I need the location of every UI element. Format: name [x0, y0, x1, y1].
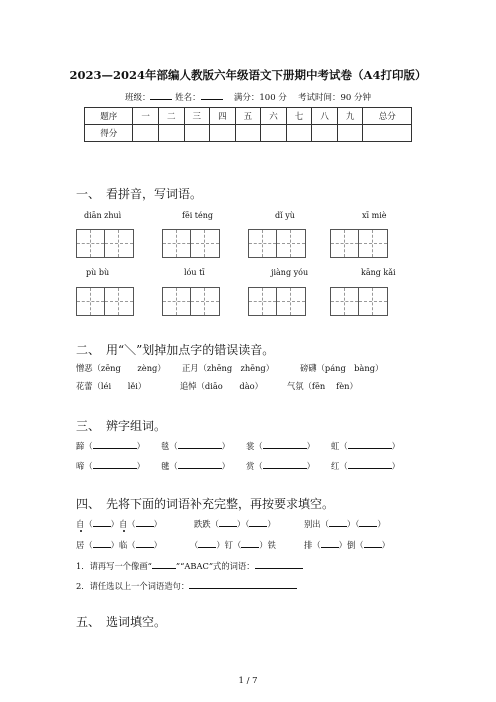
paren: （ [254, 441, 263, 451]
paren: ） [221, 441, 230, 451]
pinyin-7: jiàng yóu [271, 268, 309, 277]
paren: （ [84, 441, 93, 451]
answer-blank[interactable] [136, 518, 154, 527]
score-cell[interactable] [312, 125, 338, 142]
char: 蹄 [76, 441, 85, 451]
word-group-item [246, 440, 315, 452]
answer-blank[interactable] [93, 518, 111, 527]
score-head: 四 [210, 108, 236, 125]
score-cell[interactable] [235, 125, 261, 142]
score-cell[interactable] [184, 125, 210, 142]
score-cell[interactable] [363, 125, 412, 142]
score-cell[interactable] [337, 125, 363, 142]
answer-blank[interactable] [178, 460, 222, 469]
full-score: 满分：100 分 [233, 93, 287, 103]
answer-blank[interactable] [93, 460, 137, 469]
reading-item: 憎恶（zēng zèng） [76, 363, 166, 373]
score-cell[interactable] [261, 125, 287, 142]
score-table [84, 107, 412, 142]
answer-blank[interactable] [359, 518, 377, 527]
class-blank[interactable] [150, 91, 172, 100]
answer-blank[interactable] [198, 539, 216, 548]
score-head: 六 [261, 108, 287, 125]
answer-blank[interactable] [136, 539, 154, 548]
answer-blank[interactable] [249, 518, 267, 527]
char: 临 [118, 540, 128, 550]
char: 毽 [161, 461, 170, 471]
answer-blank[interactable] [178, 440, 222, 449]
section-4-title: 四、 先将下面的词语补充完整，再按要求填空。 [76, 497, 335, 511]
char: 自 [76, 519, 85, 529]
score-head: 七 [286, 108, 312, 125]
score-head: 八 [312, 108, 338, 125]
pinyin-5: pù bù [86, 268, 110, 277]
paren: ） [136, 461, 145, 471]
paren: （ [169, 461, 178, 471]
char: 别出 [304, 519, 321, 529]
word-group-item [246, 460, 315, 472]
score-head: 五 [235, 108, 261, 125]
score-head: 九 [337, 108, 363, 125]
writing-grid[interactable] [248, 229, 306, 258]
word-group-item [161, 440, 230, 452]
reading-item: 花蕾（léi lěi） [76, 381, 147, 391]
char: 毯 [161, 441, 170, 451]
answer-blank[interactable] [93, 539, 111, 548]
paren: ） [306, 441, 315, 451]
exam-info [0, 91, 496, 103]
answer-blank[interactable] [152, 560, 176, 569]
reading-item: 正月（zhēng zhēng） [182, 363, 275, 373]
paren: （ [339, 461, 348, 471]
pinyin-2: fēi téng [182, 211, 214, 220]
score-cell[interactable] [158, 125, 184, 142]
answer-blank[interactable] [263, 440, 307, 449]
answer-blank[interactable] [329, 518, 347, 527]
idiom-item: （ ）钉（ ）铁 [190, 540, 276, 550]
score-head: 一 [133, 108, 159, 125]
writing-grid[interactable] [330, 229, 388, 258]
word-group-item [76, 440, 145, 452]
section-1-title: 一、 看拼音，写词语。 [76, 187, 203, 201]
writing-grid[interactable] [76, 229, 134, 258]
answer-blank[interactable] [364, 539, 382, 548]
answer-blank[interactable] [255, 560, 303, 569]
score-head: 总分 [363, 108, 412, 125]
char: 铁 [267, 540, 276, 550]
class-label: 班级： [124, 93, 151, 103]
writing-grid[interactable] [248, 287, 306, 316]
pinyin-6: lóu tī [184, 268, 205, 277]
score-label: 得分 [85, 125, 133, 142]
score-head: 题序 [85, 108, 133, 125]
pinyin-8: kāng kǎi [361, 268, 396, 277]
score-head: 二 [158, 108, 184, 125]
idiom-item: 别出（ ）（ ） [304, 519, 386, 529]
char: 虹 [331, 441, 340, 451]
paren: （ [339, 441, 348, 451]
q1-text-2: ”“ABAC”式的词语： [175, 561, 255, 571]
char: 啼 [76, 461, 85, 471]
paren: ） [391, 441, 400, 451]
answer-blank[interactable] [348, 460, 392, 469]
idiom-item: 居（ ）临（ ） [76, 540, 162, 550]
score-cell[interactable] [210, 125, 236, 142]
char: 居 [76, 540, 85, 550]
answer-blank[interactable] [241, 539, 259, 548]
char: 倒 [346, 540, 356, 550]
section-3-title: 三、 辨字组词。 [76, 419, 167, 433]
page-number: 1 / 7 [238, 676, 258, 686]
writing-grid[interactable] [162, 229, 220, 258]
char: 钉 [224, 540, 233, 550]
answer-blank[interactable] [189, 580, 297, 589]
exam-time: 考试时间：90 分钟 [298, 93, 372, 103]
name-label: 姓名： [175, 93, 201, 103]
char: 赏 [246, 461, 255, 471]
paren: （ [169, 441, 178, 451]
char: 自 [118, 519, 128, 529]
score-value-row [85, 125, 412, 142]
idiom-item: 跌跌（ ）（ ） [194, 519, 276, 529]
answer-blank[interactable] [321, 539, 339, 548]
question-1 [76, 560, 303, 572]
idiom-item: 自（ ）自（ ） [76, 519, 162, 529]
pinyin-4: xī miè [362, 211, 387, 220]
score-head: 三 [184, 108, 210, 125]
paren: ） [306, 461, 315, 471]
name-blank[interactable] [201, 91, 223, 100]
page-title: 2023—2024年部编人教版六年级语文下册期中考试卷（A4打印版） [69, 68, 427, 82]
paren: ） [136, 441, 145, 451]
q2-text: 2．请任选以上一个词语造句： [76, 581, 190, 591]
word-group-item [161, 460, 230, 472]
score-cell[interactable] [133, 125, 159, 142]
paren: ） [391, 461, 400, 471]
word-group-item [331, 440, 400, 452]
answer-blank[interactable] [219, 518, 237, 527]
reading-item: 气氛（fēn fèn） [287, 381, 358, 391]
char: 跌跌 [194, 519, 211, 529]
word-group-item [76, 460, 145, 472]
writing-grid[interactable] [162, 287, 220, 316]
answer-blank[interactable] [263, 460, 307, 469]
char: 排 [304, 540, 313, 550]
pinyin-1: diān zhuì [84, 211, 122, 220]
word-group-item [331, 460, 400, 472]
writing-grid[interactable] [330, 287, 388, 316]
char: 裳 [246, 441, 255, 451]
answer-blank[interactable] [348, 440, 392, 449]
section-5-title: 五、 选词填空。 [76, 615, 167, 629]
writing-grid[interactable] [76, 287, 134, 316]
pinyin-3: dǐ yù [275, 211, 295, 220]
idiom-item: 排（ ）倒（ ） [304, 540, 390, 550]
score-header-row [85, 108, 412, 125]
answer-blank[interactable] [93, 440, 137, 449]
paren: ） [221, 461, 230, 471]
reading-item: 磅礴（páng bàng） [300, 363, 384, 373]
paren: （ [84, 461, 93, 471]
char: 红 [331, 461, 340, 471]
paren: （ [254, 461, 263, 471]
section-2-title: 二、 用“＼”划掉加点字的错误读音。 [76, 343, 275, 357]
question-2 [76, 580, 297, 592]
q1-text: 1．请再写一个像画“ [76, 561, 152, 571]
score-cell[interactable] [286, 125, 312, 142]
reading-item: 追悼（diāo dào） [180, 381, 263, 391]
